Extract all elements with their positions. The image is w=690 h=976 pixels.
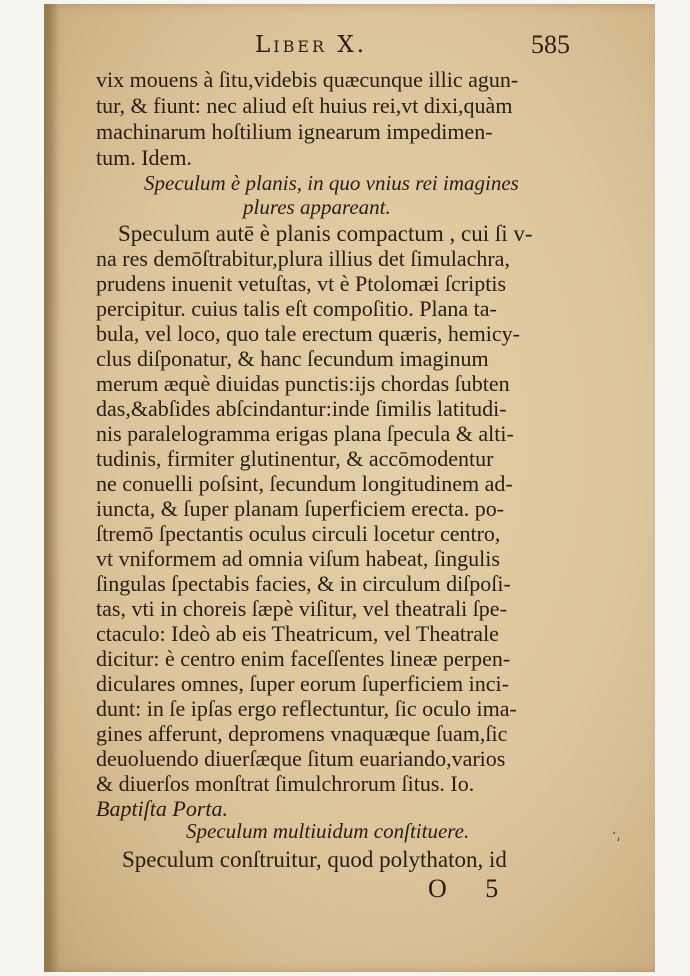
text-line: ne conuelli poſsint, ſecundum longitudinem ad- (96, 471, 513, 496)
text-line: deuoluendo diuerſæque ſitum euariando,varios (96, 746, 506, 771)
text-line: ſingulas ſpectabis facies, & in circulum diſpoſi- (96, 571, 511, 596)
text-line: bula, vel loco, quo tale erectum quæris, hemicy- (96, 321, 520, 346)
text-line: iuncta, & ſuper planam ſuperficiem erecta. po- (96, 496, 505, 521)
text-line: tudinis, firmiter glutinentur, & accōmodentur (96, 446, 494, 471)
text-line: gines afferunt, depromens vnaquæque ſuam,ſic (96, 721, 508, 746)
section-heading: plures appareant. (243, 195, 391, 219)
text-line: nis paralelogramma erigas plana ſpecula & alti- (96, 421, 514, 446)
text-line: clus diſponatur, & hanc ſecundum imaginum (96, 346, 489, 371)
text-line: tur, & fiunt: nec aliud eſt huius rei,vt dixi,quàm (96, 93, 513, 118)
text-line: Speculum autē è planis compactum , cui ſi v- (118, 221, 533, 246)
text-line: das,&abſides abſcindantur:inde ſimilis latitudi- (96, 396, 507, 421)
text-line: Speculum conſtruitur, quod polythaton, id (122, 847, 507, 872)
text-line: dunt: in ſe ipſas ergo reflectuntur, ſic oculo ima- (96, 696, 517, 721)
page-gutter-shadow (44, 4, 60, 972)
page-header (100, 32, 570, 62)
page-number: 585 (531, 30, 570, 59)
text-line: prudens inuenit vetuſtas, vt è Ptolomæi ſcriptis (96, 271, 507, 296)
section-heading: Speculum multiuidum conſtituere. (186, 819, 470, 843)
text-line: tum. Idem. (96, 145, 192, 170)
text-line: vix mouens à ſitu,videbis quæcunque illic agun- (96, 67, 519, 92)
text-line: tas, vti in choreis ſæpè viſitur, vel theatrali ſpe- (96, 596, 507, 621)
text-line: ſtremō ſpectantis oculus circuli locetur centro, (96, 521, 501, 546)
section-heading: Speculum è planis, in quo vnius rei imagines (144, 171, 519, 195)
text-line: ctaculo: Ideò ab eis Theatricum, vel Theatrale (96, 621, 499, 646)
text-line: & diuerſos monſtrat ſimulchrorum ſitus. Io. (96, 771, 475, 796)
text-line: merum æquè diuidas punctis:ijs chordas ſubten (96, 371, 510, 396)
text-line: percipitur. cuius talis eſt compoſitio. Plana ta- (96, 296, 497, 321)
text-line: vt vniformem ad omnia viſum habeat, ſingulis (96, 546, 500, 571)
text-line: Baptiſta Porta. (96, 796, 228, 821)
text-line: dicitur: è centro enim faceſſentes lineæ perpen- (96, 646, 511, 671)
signature-mark: O 5 (428, 874, 515, 903)
text-line: na res demōſtrabitur,plura illius det ſimulachra, (96, 246, 510, 271)
text-line: machinarum hoſtilium ignearum impedimen- (96, 119, 493, 144)
margin-smudge: ·͵ (612, 826, 621, 842)
running-head: Liber X. (255, 32, 368, 58)
text-line: diculares omnes, ſuper eorum ſuperficiem inci- (96, 671, 509, 696)
